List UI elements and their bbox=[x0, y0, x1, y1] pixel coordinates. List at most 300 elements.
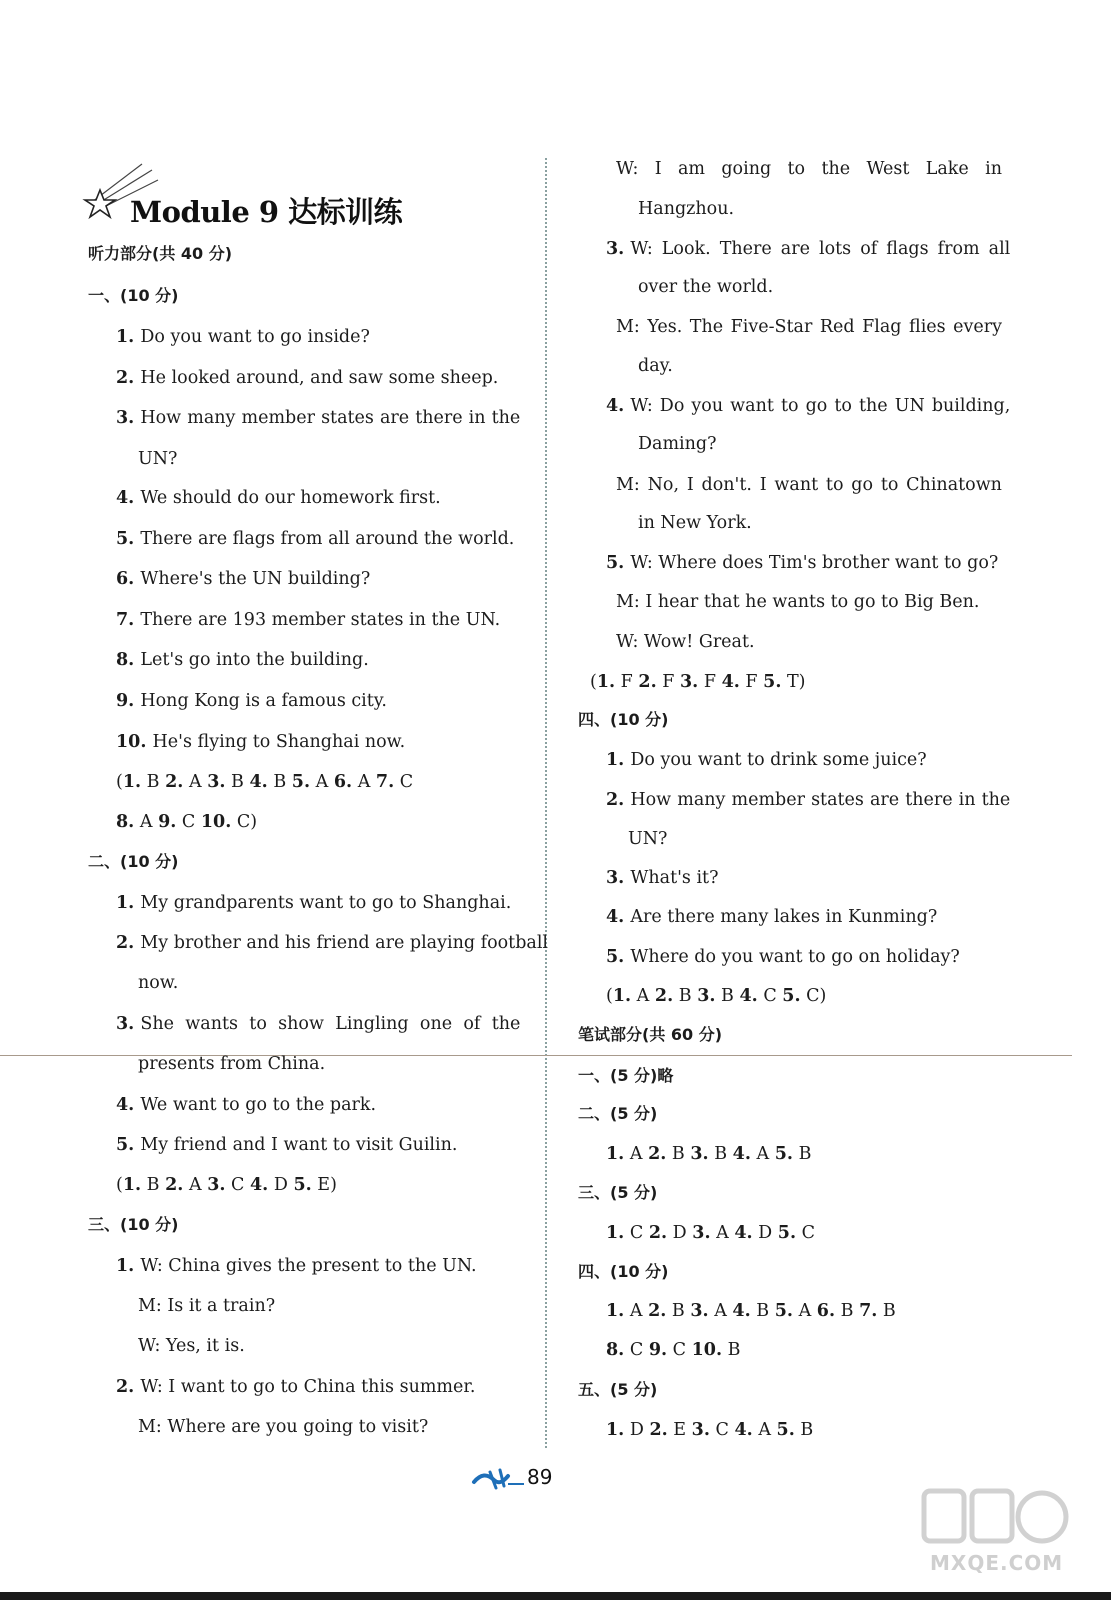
item-text: over the world. bbox=[638, 277, 774, 297]
justified-text bbox=[140, 1012, 520, 1036]
answer-number: 4. bbox=[732, 1301, 751, 1321]
watermark-logo-icon bbox=[920, 1485, 1070, 1551]
word: flags bbox=[886, 239, 929, 259]
paren-close: ) bbox=[250, 812, 258, 832]
answer-number: 3. bbox=[692, 1223, 711, 1243]
watermark bbox=[920, 1485, 1070, 1585]
answer-value: B bbox=[793, 1144, 812, 1164]
item-text: My grandparents want to go to Shanghai. bbox=[140, 893, 512, 913]
item-text: Do you want to drink some juice? bbox=[630, 750, 927, 770]
word: of bbox=[860, 239, 878, 259]
item-number: 3. bbox=[116, 1014, 141, 1034]
item-number: 8. bbox=[116, 650, 141, 670]
answer-number: 1. bbox=[122, 772, 142, 792]
item-text: What's it? bbox=[630, 868, 719, 888]
word: in bbox=[468, 408, 486, 428]
answer-value: A bbox=[624, 1144, 643, 1164]
word: to bbox=[825, 475, 844, 495]
word: I bbox=[759, 475, 767, 495]
answer-number: 4. bbox=[250, 1175, 269, 1195]
answer-row bbox=[116, 810, 257, 834]
item-number: 4. bbox=[116, 488, 141, 508]
item-text: in New York. bbox=[638, 513, 752, 533]
answer-value: D bbox=[667, 1223, 687, 1243]
section-heading: 四、(10 分) bbox=[578, 710, 669, 729]
item-text: UN? bbox=[138, 449, 178, 469]
answer-value: B bbox=[715, 986, 734, 1006]
answer-number: 3. bbox=[207, 772, 226, 792]
text-line bbox=[138, 971, 178, 995]
answer-number: 1. bbox=[606, 1144, 625, 1164]
answer-value: C bbox=[231, 812, 251, 832]
answer-number: 4. bbox=[739, 986, 758, 1006]
word: to bbox=[880, 475, 899, 495]
answer-number: 5. bbox=[774, 1301, 793, 1321]
text-line bbox=[606, 866, 718, 890]
word: UN bbox=[894, 396, 925, 416]
answer-value: F bbox=[739, 672, 758, 692]
text-line bbox=[116, 891, 511, 915]
word: to bbox=[780, 396, 799, 416]
answer-number: 5. bbox=[777, 1223, 797, 1243]
text-line bbox=[116, 730, 405, 754]
answer-number: 3. bbox=[690, 1144, 709, 1164]
section-heading: 笔试部分(共 60 分) bbox=[578, 1025, 723, 1044]
answer-number: 1. bbox=[606, 1223, 625, 1243]
page-number: 89 bbox=[527, 1465, 553, 1489]
text-line bbox=[116, 608, 500, 632]
answer-number: 5. bbox=[782, 986, 801, 1006]
word: W: bbox=[630, 239, 653, 259]
item-number: 1. bbox=[116, 327, 141, 347]
item-text: M: Where are you going to visit? bbox=[138, 1417, 429, 1437]
item-text: Do you want to go inside? bbox=[140, 327, 370, 347]
answer-row bbox=[606, 1299, 896, 1323]
word: Five-Star bbox=[730, 317, 813, 337]
text-line bbox=[606, 905, 937, 929]
item-text: My brother and his friend are playing football bbox=[140, 933, 549, 953]
text-line bbox=[638, 432, 717, 456]
answer-number: 1. bbox=[596, 672, 616, 692]
answer-number: 4. bbox=[734, 1420, 753, 1440]
answer-number: 1. bbox=[612, 986, 632, 1006]
item-text: W: Yes, it is. bbox=[138, 1336, 245, 1356]
section-heading: 一、(10 分) bbox=[88, 286, 179, 305]
answer-number: 8. bbox=[606, 1340, 625, 1360]
item-number: 4. bbox=[116, 1095, 141, 1115]
text-line bbox=[116, 1254, 477, 1278]
answer-row bbox=[606, 1338, 741, 1362]
word: one bbox=[419, 1014, 453, 1034]
answer-value: B bbox=[722, 1340, 741, 1360]
text-line bbox=[606, 788, 1010, 812]
word: the bbox=[491, 1014, 521, 1034]
answer-value: C bbox=[394, 772, 414, 792]
section-heading: 五、(5 分) bbox=[578, 1380, 658, 1399]
word: go bbox=[851, 475, 874, 495]
scan-edge bbox=[0, 1592, 1111, 1600]
answer-row bbox=[606, 1418, 813, 1442]
answer-value: C bbox=[624, 1223, 644, 1243]
word: M: bbox=[616, 475, 640, 495]
footer-logo-icon bbox=[470, 1462, 526, 1494]
answer-number: 5. bbox=[763, 672, 782, 692]
word: from bbox=[937, 239, 980, 259]
item-text: Where do you want to go on holiday? bbox=[630, 947, 960, 967]
text-line bbox=[616, 157, 1002, 181]
text-line bbox=[616, 630, 755, 654]
item-text: Daming? bbox=[638, 434, 717, 454]
text-line bbox=[616, 473, 1002, 497]
text-line bbox=[628, 827, 667, 851]
answer-number: 5. bbox=[774, 1144, 793, 1164]
answer-number: 6. bbox=[333, 772, 353, 792]
item-text: He looked around, and saw some sheep. bbox=[140, 368, 499, 388]
word: of bbox=[463, 1014, 481, 1034]
column-divider bbox=[545, 158, 547, 1448]
section-heading: 三、(10 分) bbox=[88, 1215, 179, 1234]
text-line bbox=[138, 1294, 275, 1318]
answer-value: B bbox=[141, 772, 160, 792]
word: there bbox=[905, 790, 953, 810]
page-title: Module 9 达标训练 bbox=[130, 195, 403, 229]
word: you bbox=[691, 396, 724, 416]
word: in bbox=[958, 790, 976, 810]
item-text: There are 193 member states in the UN. bbox=[140, 610, 501, 630]
answer-row bbox=[606, 1142, 811, 1166]
word: W: bbox=[616, 159, 639, 179]
answer-number: 3. bbox=[691, 1420, 710, 1440]
answer-number: 7. bbox=[375, 772, 395, 792]
item-number: 2. bbox=[116, 933, 141, 953]
word: to bbox=[787, 159, 806, 179]
answer-number: 4. bbox=[721, 672, 740, 692]
item-text: Hong Kong is a famous city. bbox=[140, 691, 387, 711]
word: Look. bbox=[661, 239, 711, 259]
item-number: 2. bbox=[116, 368, 141, 388]
answer-number: 6. bbox=[816, 1301, 836, 1321]
answer-value: D bbox=[752, 1223, 773, 1243]
answer-number: 3. bbox=[679, 672, 699, 692]
text-line bbox=[638, 354, 673, 378]
justified-text bbox=[616, 473, 1002, 497]
answer-value: C bbox=[225, 1175, 245, 1195]
answer-number: 5. bbox=[293, 1175, 312, 1195]
word: am bbox=[677, 159, 706, 179]
word: lots bbox=[819, 239, 852, 259]
word: Lingling bbox=[335, 1014, 409, 1034]
word: wants bbox=[185, 1014, 238, 1034]
paren-close: ) bbox=[798, 672, 806, 692]
text-line bbox=[116, 1093, 376, 1117]
section-heading: 二、(5 分) bbox=[578, 1104, 658, 1123]
word: Yes. bbox=[647, 317, 683, 337]
item-text: W: I want to go to China this summer. bbox=[140, 1377, 476, 1397]
word: states bbox=[321, 408, 374, 428]
item-text: Are there many lakes in Kunming? bbox=[630, 907, 938, 927]
text-line bbox=[606, 237, 1010, 261]
item-number: 1. bbox=[116, 893, 141, 913]
text-line bbox=[116, 486, 441, 510]
word: going bbox=[721, 159, 772, 179]
paren-open: ( bbox=[590, 672, 597, 692]
paren-open: ( bbox=[606, 986, 613, 1006]
answer-row bbox=[606, 1221, 815, 1245]
answer-value: A bbox=[624, 1301, 643, 1321]
answer-number: 7. bbox=[859, 1301, 878, 1321]
item-text: UN? bbox=[628, 829, 668, 849]
item-text: Let's go into the building. bbox=[140, 650, 369, 670]
answer-value: C bbox=[624, 1340, 644, 1360]
word: I bbox=[654, 159, 662, 179]
justified-text bbox=[630, 394, 1010, 418]
text-line bbox=[606, 394, 1010, 418]
item-text: W: China gives the present to the UN. bbox=[140, 1256, 477, 1276]
text-line bbox=[138, 1052, 325, 1076]
item-number: 3. bbox=[606, 239, 631, 259]
answer-number: 4. bbox=[249, 772, 268, 792]
answer-number: 2. bbox=[648, 1301, 667, 1321]
item-text: We should do our homework first. bbox=[140, 488, 441, 508]
answer-value: B bbox=[141, 1175, 160, 1195]
word: Chinatown bbox=[906, 475, 1002, 495]
answer-value: A bbox=[183, 772, 202, 792]
word: Flag bbox=[862, 317, 902, 337]
answer-number: 2. bbox=[649, 1420, 668, 1440]
word: want bbox=[774, 475, 819, 495]
text-line bbox=[116, 648, 369, 672]
answer-value: B bbox=[708, 1144, 728, 1164]
paren-close: ) bbox=[819, 986, 827, 1006]
answer-value: A bbox=[310, 772, 329, 792]
word: want bbox=[730, 396, 774, 416]
answer-value: C bbox=[757, 986, 777, 1006]
answer-number: 2. bbox=[165, 1175, 184, 1195]
text-line bbox=[606, 551, 998, 575]
paren-close: ) bbox=[330, 1175, 337, 1195]
word: many bbox=[677, 790, 726, 810]
justified-text bbox=[630, 237, 1010, 261]
item-text: Hangzhou. bbox=[638, 199, 735, 219]
item-text: There are flags from all around the world. bbox=[140, 529, 515, 549]
word: every bbox=[953, 317, 1002, 337]
answer-value: A bbox=[352, 772, 371, 792]
answer-value: C bbox=[800, 986, 820, 1006]
text-line bbox=[116, 527, 514, 551]
item-text: now. bbox=[138, 973, 179, 993]
word: member bbox=[241, 408, 315, 428]
item-number: 3. bbox=[606, 868, 631, 888]
answer-row bbox=[116, 1173, 337, 1197]
text-line bbox=[606, 748, 927, 772]
word: W: bbox=[630, 396, 653, 416]
answer-number: 2. bbox=[648, 1223, 668, 1243]
word: go bbox=[805, 396, 828, 416]
word: in bbox=[985, 159, 1002, 179]
answer-number: 3. bbox=[207, 1175, 226, 1195]
justified-text bbox=[616, 157, 1002, 181]
answer-value: A bbox=[752, 1420, 771, 1440]
text-line bbox=[616, 315, 1002, 339]
text-line bbox=[116, 1012, 520, 1036]
answer-number: 9. bbox=[158, 812, 177, 832]
word: How bbox=[140, 408, 182, 428]
answer-row bbox=[606, 984, 826, 1008]
answer-number: 1. bbox=[606, 1420, 625, 1440]
word: the bbox=[858, 396, 888, 416]
answer-row bbox=[116, 770, 413, 794]
answer-value: A bbox=[710, 1223, 729, 1243]
word: are bbox=[869, 790, 900, 810]
word: to bbox=[249, 1014, 267, 1034]
justified-text bbox=[140, 406, 520, 430]
answer-number: 2. bbox=[638, 672, 657, 692]
answer-number: 2. bbox=[648, 1144, 667, 1164]
word: the bbox=[821, 159, 851, 179]
item-text: presents from China. bbox=[138, 1054, 326, 1074]
answer-value: A bbox=[134, 812, 153, 832]
section-heading: 听力部分(共 40 分) bbox=[88, 244, 233, 263]
answer-value: C bbox=[176, 812, 196, 832]
answer-number: 5. bbox=[291, 772, 311, 792]
item-number: 10. bbox=[116, 732, 153, 752]
text-line bbox=[116, 689, 387, 713]
answer-value: A bbox=[708, 1301, 727, 1321]
answer-value: B bbox=[877, 1301, 896, 1321]
word: to bbox=[834, 396, 852, 416]
item-number: 1. bbox=[606, 750, 631, 770]
word: don't. bbox=[701, 475, 752, 495]
word: West bbox=[866, 159, 910, 179]
answer-value: F bbox=[698, 672, 716, 692]
word: states bbox=[811, 790, 864, 810]
answer-value: F bbox=[615, 672, 633, 692]
item-text: W: Wow! Great. bbox=[616, 632, 755, 652]
text-line bbox=[616, 590, 979, 614]
answer-value: A bbox=[750, 1144, 770, 1164]
item-number: 5. bbox=[116, 529, 141, 549]
item-text: My friend and I want to visit Guilin. bbox=[140, 1135, 458, 1155]
item-number: 1. bbox=[116, 1256, 141, 1276]
word: the bbox=[981, 790, 1011, 810]
section-heading: 三、(5 分) bbox=[578, 1183, 658, 1202]
item-text: We want to go to the park. bbox=[140, 1095, 377, 1115]
answer-value: B bbox=[225, 772, 244, 792]
text-line bbox=[116, 406, 520, 430]
answer-value: C bbox=[667, 1340, 687, 1360]
word: M: bbox=[616, 317, 640, 337]
word: flies bbox=[909, 317, 946, 337]
answer-number: 10. bbox=[200, 812, 232, 832]
paren-open: ( bbox=[116, 1175, 123, 1195]
text-line bbox=[138, 1334, 245, 1358]
text-line bbox=[638, 511, 752, 535]
justified-text bbox=[630, 788, 1010, 812]
word: building, bbox=[931, 396, 1011, 416]
word: Lake bbox=[925, 159, 969, 179]
item-text: M: Is it a train? bbox=[138, 1296, 276, 1316]
answer-number: 9. bbox=[648, 1340, 668, 1360]
word: all bbox=[988, 239, 1011, 259]
text-line bbox=[116, 1375, 475, 1399]
text-line bbox=[116, 325, 370, 349]
word: many bbox=[187, 408, 236, 428]
word: How bbox=[630, 790, 672, 810]
word: No, bbox=[647, 475, 680, 495]
answer-value: B bbox=[666, 1301, 685, 1321]
answer-value: B bbox=[673, 986, 692, 1006]
answer-value: A bbox=[793, 1301, 812, 1321]
word: Do bbox=[659, 396, 685, 416]
item-number: 7. bbox=[116, 610, 141, 630]
answer-value: C bbox=[796, 1223, 816, 1243]
word: The bbox=[689, 317, 724, 337]
answer-number: 8. bbox=[116, 812, 135, 832]
item-number: 4. bbox=[606, 396, 631, 416]
item-text: He's flying to Shanghai now. bbox=[152, 732, 406, 752]
word: There bbox=[719, 239, 772, 259]
answer-number: 10. bbox=[691, 1340, 723, 1360]
section-heading: 四、(10 分) bbox=[578, 1262, 669, 1281]
answer-row bbox=[590, 670, 806, 694]
answer-value: B bbox=[750, 1301, 770, 1321]
item-text: Where's the UN building? bbox=[140, 569, 371, 589]
text-line bbox=[638, 197, 734, 221]
word: there bbox=[415, 408, 463, 428]
word: the bbox=[491, 408, 521, 428]
answer-value: B bbox=[666, 1144, 685, 1164]
text-line bbox=[116, 1133, 457, 1157]
answer-number: 1. bbox=[122, 1175, 142, 1195]
item-number: 6. bbox=[116, 569, 141, 589]
word: are bbox=[780, 239, 810, 259]
word: She bbox=[140, 1014, 174, 1034]
item-number: 5. bbox=[606, 553, 631, 573]
answer-value: B bbox=[835, 1301, 854, 1321]
text-line bbox=[638, 275, 773, 299]
answer-number: 2. bbox=[654, 986, 674, 1006]
item-number: 2. bbox=[606, 790, 631, 810]
answer-number: 5. bbox=[776, 1420, 795, 1440]
item-number: 5. bbox=[606, 947, 631, 967]
answer-value: A bbox=[183, 1175, 202, 1195]
text-line bbox=[138, 447, 177, 471]
word: member bbox=[731, 790, 805, 810]
item-number: 5. bbox=[116, 1135, 141, 1155]
answer-number: 3. bbox=[690, 1301, 709, 1321]
item-text: M: I hear that he wants to go to Big Ben. bbox=[616, 592, 980, 612]
item-number: 3. bbox=[116, 408, 141, 428]
word: I bbox=[686, 475, 694, 495]
answer-value: D bbox=[624, 1420, 644, 1440]
paren-open: ( bbox=[116, 772, 123, 792]
text-line bbox=[116, 567, 370, 591]
word: are bbox=[379, 408, 410, 428]
item-number: 4. bbox=[606, 907, 631, 927]
answer-number: 1. bbox=[606, 1301, 625, 1321]
answer-value: B bbox=[794, 1420, 814, 1440]
answer-value: E bbox=[667, 1420, 687, 1440]
answer-value: E bbox=[311, 1175, 331, 1195]
answer-value: F bbox=[656, 672, 675, 692]
justified-text bbox=[616, 315, 1002, 339]
answer-value: C bbox=[709, 1420, 729, 1440]
answer-value: T bbox=[781, 672, 799, 692]
answer-number: 2. bbox=[165, 772, 184, 792]
section-heading: 一、(5 分)略 bbox=[578, 1066, 674, 1085]
word: Red bbox=[819, 317, 855, 337]
answer-value: B bbox=[267, 772, 287, 792]
